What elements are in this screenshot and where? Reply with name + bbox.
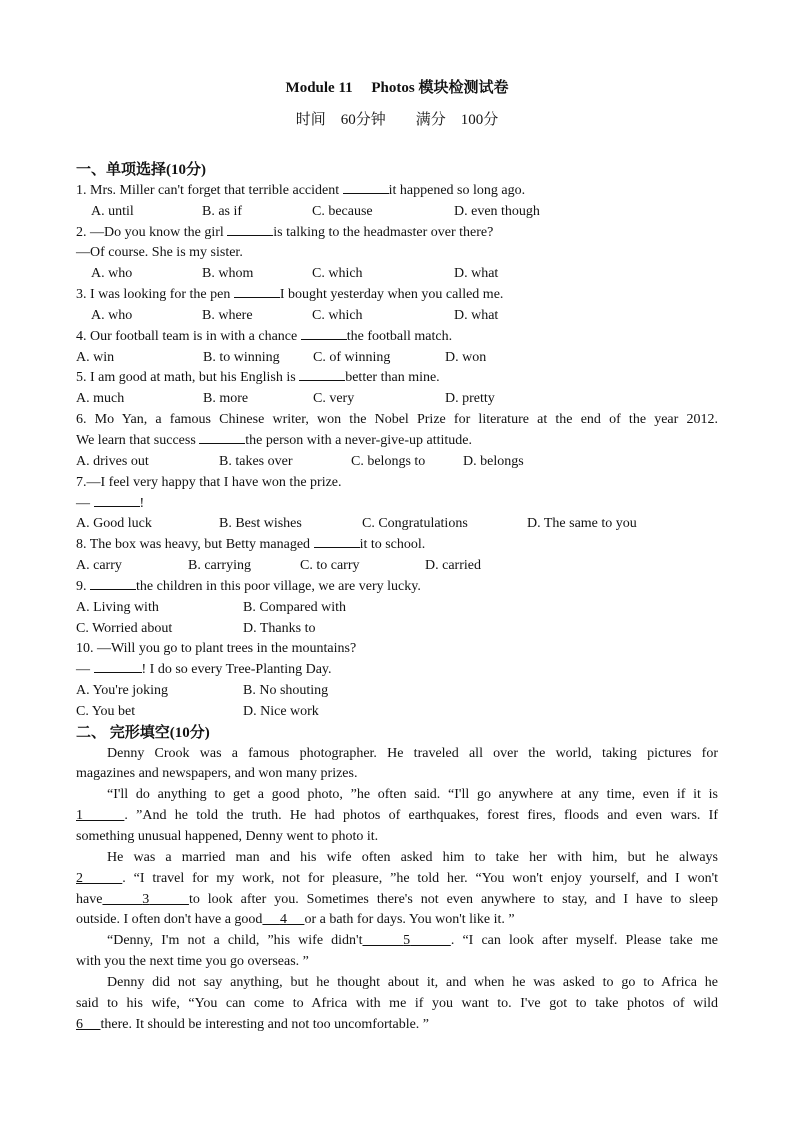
answer-blank xyxy=(94,660,142,673)
option-c: C. belongs to xyxy=(351,453,426,469)
option-a: A. who xyxy=(91,307,133,323)
question-10-options-row2 xyxy=(76,702,718,723)
option-d: D. belongs xyxy=(463,453,524,469)
option-a: A. carry xyxy=(76,558,122,574)
question-9-options-row1 xyxy=(76,598,718,619)
option-d: D. even though xyxy=(454,203,540,219)
answer-blank xyxy=(301,327,347,340)
question-6-sentence: We learn that success the person with a never-give-up attitude. xyxy=(76,432,473,448)
option-c: C. You bet xyxy=(76,703,136,719)
option-a: A. win xyxy=(76,349,115,365)
passage-p5-line3: 6 there. It should be interesting and not too uncomfortable. ” xyxy=(76,1016,430,1032)
option-b: B. as if xyxy=(202,203,243,219)
option-a: A. until xyxy=(91,203,134,219)
section-heading-cloze: 二、 完形填空(10分) xyxy=(76,724,210,741)
question-10: 10. —Will you go to plant trees in the mountains? xyxy=(76,641,357,657)
answer-blank xyxy=(90,577,136,590)
question-3: 3. I was looking for the pen I bought yesterday when you called me. xyxy=(76,287,504,303)
option-b: B. No shouting xyxy=(243,683,329,699)
answer-blank xyxy=(343,181,389,194)
question-2-options xyxy=(76,264,718,285)
option-b: B. where xyxy=(202,307,253,323)
passage-p3-line3: have 3 to look after you. Sometimes there's not even anywhere to stay, and I have to sleep xyxy=(76,891,718,907)
passage-p2-line3: something unusual happened, Denny went to photo it. xyxy=(76,829,379,844)
option-a: A. drives out xyxy=(76,453,149,469)
question-5-options xyxy=(76,389,718,410)
passage-p5-line2: said to his wife, “You can come to Africa with me if you want to. I've got to take photos of wild xyxy=(76,995,718,1011)
question-7-options xyxy=(76,514,718,535)
option-c: C. to carry xyxy=(300,558,360,574)
question-8: 8. The box was heavy, but Betty managed it to school. xyxy=(76,537,426,553)
option-d: D. carried xyxy=(425,558,481,574)
option-a: A. Living with xyxy=(76,599,159,615)
option-c: C. Congratulations xyxy=(362,516,468,532)
option-c: C. which xyxy=(312,307,363,323)
question-1-options xyxy=(76,202,718,223)
passage-p3-line2: 2 . “I travel for my work, not for pleasure, ”he told her. “You won't enjoy yourself, and I won't xyxy=(76,870,718,886)
option-b: B. Best wishes xyxy=(219,516,302,532)
answer-blank xyxy=(299,368,345,381)
option-b: B. to winning xyxy=(203,349,280,365)
option-d: D. Nice work xyxy=(243,703,319,719)
question-5: 5. I am good at math, but his English is better than mine. xyxy=(76,370,440,386)
answer-blank xyxy=(199,431,245,444)
passage-p3-line4: outside. I often don't have a good 4 or a bath for days. You won't like it. ” xyxy=(76,912,515,928)
question-7: 7.—I feel very happy that I have won the prize. xyxy=(76,474,342,490)
option-c: C. because xyxy=(312,203,373,219)
exam-info: 时间 60分钟 满分 100分 xyxy=(295,112,499,128)
question-4-options xyxy=(76,348,718,369)
question-1: 1. Mrs. Miller can't forget that terrible accident it happened so long ago. xyxy=(76,182,526,198)
question-3-options xyxy=(76,306,718,327)
option-d: D. what xyxy=(454,266,499,282)
option-a: A. Good luck xyxy=(76,516,152,532)
exam-content xyxy=(76,160,718,1035)
cloze-blank-1: 1 xyxy=(76,808,83,824)
cloze-blank-6: 6 xyxy=(76,1016,83,1032)
passage-p4-line1: “Denny, I'm not a child, ”his wife didn't 5 . “I can look after myself. Please take me xyxy=(107,933,719,949)
question-10-reply: — ! I do so every Tree-Planting Day. xyxy=(76,662,332,678)
question-6: 6. Mo Yan, a famous Chinese writer, won the Nobel Prize for literature at the end of the year 2012. xyxy=(76,412,718,428)
passage-p2-line1: “I'll do anything to get a good photo, ”he often said. “I'll go anywhere at any time, even if it is xyxy=(107,787,718,803)
cloze-blank-4: 4 xyxy=(279,912,287,928)
option-b: B. more xyxy=(203,391,249,407)
cloze-blank-2: 2 xyxy=(76,870,83,886)
option-a: A. You're joking xyxy=(76,683,168,699)
option-c: C. which xyxy=(312,266,363,282)
question-4: 4. Our football team is in with a chance the football match. xyxy=(76,328,453,344)
answer-blank xyxy=(234,285,280,298)
option-c: C. Worried about xyxy=(76,620,173,636)
cloze-blank-5: 5 xyxy=(403,933,411,949)
question-8-options xyxy=(76,556,718,577)
cloze-blank-3: 3 xyxy=(142,891,150,907)
passage-p4-line2: with you the next time you go overseas. ” xyxy=(76,954,309,970)
question-10-options-row1 xyxy=(76,681,718,702)
answer-blank xyxy=(94,494,140,507)
option-c: C. very xyxy=(313,391,355,407)
option-a: A. much xyxy=(76,391,125,407)
answer-blank xyxy=(314,535,360,548)
option-b: B. Compared with xyxy=(243,599,347,615)
passage-p5-line1: Denny did not say anything, but he thought about it, and when he was asked to go to Africa he xyxy=(107,974,718,990)
page-title: Module 11 Photos 模块检测试卷 xyxy=(285,80,509,96)
option-d: D. The same to you xyxy=(527,516,637,532)
section-heading-choice: 一、单项选择(10分) xyxy=(76,162,206,178)
passage-p1-line2: magazines and newspapers, and won many prizes. xyxy=(76,766,358,782)
question-6-options xyxy=(76,452,718,473)
question-2: 2. —Do you know the girl is talking to the headmaster over there? xyxy=(76,224,494,240)
question-9-options-row2 xyxy=(76,619,718,640)
passage-p3-line1: He was a married man and his wife often asked him to take her with him, but he always xyxy=(107,849,718,865)
option-d: D. pretty xyxy=(445,391,495,407)
passage-p2-line2: 1 . ”And he told the truth. He had photos of earthquakes, forest fires, floods and even wars. If xyxy=(76,808,718,824)
option-a: A. who xyxy=(91,266,133,282)
passage-p1-line1: Denny Crook was a famous photographer. He traveled all over the world, taking pictures for xyxy=(107,745,718,761)
option-b: B. carrying xyxy=(188,558,251,574)
option-d: D. what xyxy=(454,307,499,323)
option-b: B. whom xyxy=(202,266,254,282)
answer-blank xyxy=(227,223,273,236)
question-2-reply: —Of course. She is my sister. xyxy=(76,245,243,261)
question-9: 9. the children in this poor village, we are very lucky. xyxy=(76,578,421,594)
question-7-reply: — ! xyxy=(76,495,145,511)
option-c: C. of winning xyxy=(313,349,391,365)
option-d: D. won xyxy=(445,349,487,365)
option-d: D. Thanks to xyxy=(243,620,316,636)
option-b: B. takes over xyxy=(219,453,293,469)
